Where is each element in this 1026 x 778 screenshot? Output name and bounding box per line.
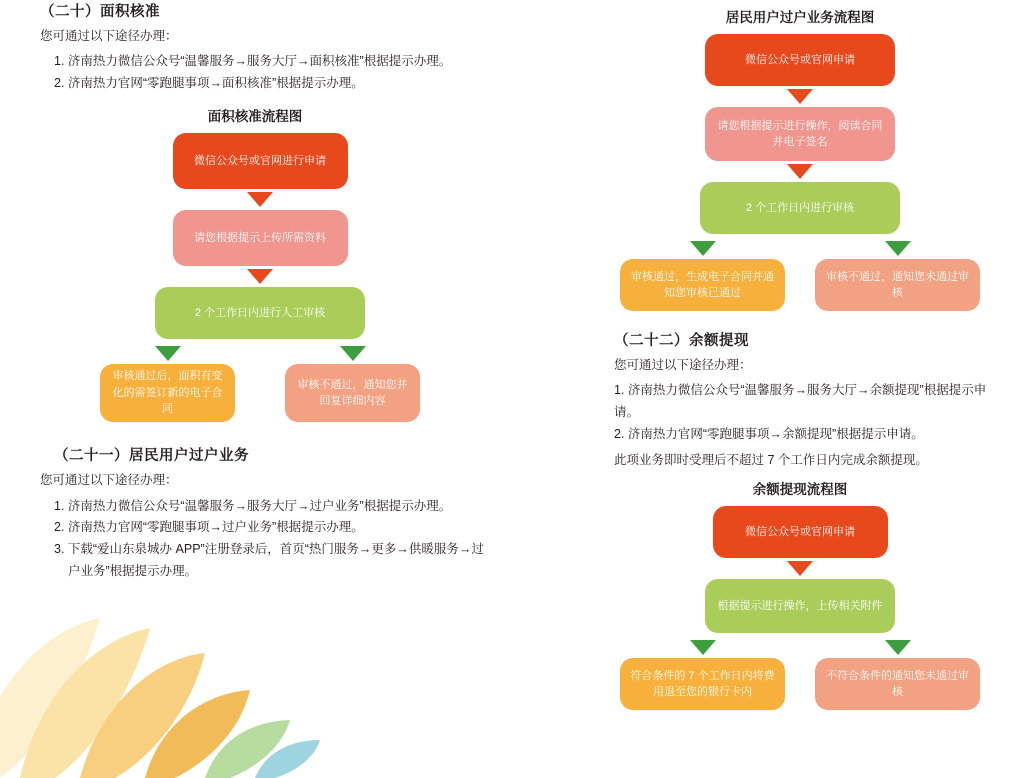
flow-20-title: 面积核准流程图 xyxy=(207,109,303,125)
flow-node-apply: 微信公众号或官网申请 xyxy=(713,506,888,558)
flow-node-review: 2 个工作日内进行人工审核 xyxy=(155,287,365,339)
flow-node-reject: 不符合条件的通知您未通过审核 xyxy=(815,658,980,710)
list-item: 1. 济南热力微信公众号“温馨服务→服务大厅→面积核准”根据提示办理。 xyxy=(54,54,452,69)
arrow-down-icon xyxy=(787,89,813,104)
flow-21 xyxy=(615,34,985,311)
flow-node-apply: 微信公众号或官网进行申请 xyxy=(173,133,348,189)
flow-node-pass: 审核通过，生成电子合同并通知您审核已通过 xyxy=(620,259,785,311)
flow-21-title: 居民用户过户业务流程图 xyxy=(725,10,875,25)
arrow-down-icon xyxy=(885,640,911,655)
flow-node-fail: 审核不通过，通知您并回复详细内容 xyxy=(285,364,420,422)
section-22-list xyxy=(600,380,1000,446)
flow-node-apply: 微信公众号或官网申请 xyxy=(705,34,895,86)
flow-22-title: 余额提现流程图 xyxy=(752,482,848,497)
list-item: 2. 济南热力官网“零跑腿事项→余额提现”根据提示申请。 xyxy=(614,427,924,442)
arrow-down-icon xyxy=(247,269,273,284)
list-item: 2. 济南热力官网“零跑腿事项→过户业务”根据提示办理。 xyxy=(54,520,364,535)
flow-20 xyxy=(95,133,425,422)
left-column xyxy=(40,0,490,583)
section-21-lead: 您可通过以下途径办理： xyxy=(40,473,178,488)
section-21-heading: （二十一）居民用户过户业务 xyxy=(54,448,249,465)
list-item: 2. 济南热力官网“零跑腿事项→面积核准”根据提示办理。 xyxy=(54,76,364,91)
arrow-down-icon xyxy=(690,640,716,655)
arrow-down-icon xyxy=(340,346,366,361)
flow-node-sign: 请您根据提示进行操作，阅读合同并电子签名 xyxy=(705,107,895,161)
list-item: 3. 下载“爱山东泉城办 APP”注册登录后，首页“热门服务→更多→供暖服务→过户业务”根据提示办理。 xyxy=(54,542,484,579)
flow-node-upload: 请您根据提示上传所需资料 xyxy=(173,210,348,266)
section-20-heading: （二十）面积核准 xyxy=(40,4,160,20)
section-22-heading: （二十二）余额提现 xyxy=(614,333,749,349)
list-item: 1. 济南热力微信公众号“温馨服务→服务大厅→余额提现”根据提示申请。 xyxy=(614,383,987,420)
arrow-down-icon xyxy=(787,164,813,179)
right-column xyxy=(600,0,1000,710)
section-22-note: 此项业务即时受理后不超过 7 个工作日内完成余额提现。 xyxy=(614,453,928,467)
list-item: 1. 济南热力微信公众号“温馨服务→服务大厅→过户业务”根据提示办理。 xyxy=(54,498,452,513)
arrow-down-icon xyxy=(885,241,911,256)
flow-node-fail: 审核不通过，通知您未通过审核 xyxy=(815,259,980,311)
flow-node-review: 2 个工作日内进行审核 xyxy=(700,182,900,234)
flow-node-upload: 根据提示进行操作，上传相关附件 xyxy=(705,579,895,633)
arrow-down-icon xyxy=(155,346,181,361)
section-20-lead: 您可通过以下途径办理： xyxy=(40,29,178,43)
flow-node-pass: 审核通过后，面积有变化的需签订新的电子合同 xyxy=(100,364,235,422)
arrow-down-icon xyxy=(787,561,813,576)
section-21-list xyxy=(40,496,490,584)
section-20-list xyxy=(40,51,490,95)
section-22-lead: 您可通过以下途径办理： xyxy=(614,358,752,372)
flow-node-refund: 符合条件的 7 个工作日内将费用退至您的银行卡内 xyxy=(620,658,785,710)
flow-22 xyxy=(615,506,985,710)
arrow-down-icon xyxy=(247,192,273,207)
arrow-down-icon xyxy=(690,241,716,256)
